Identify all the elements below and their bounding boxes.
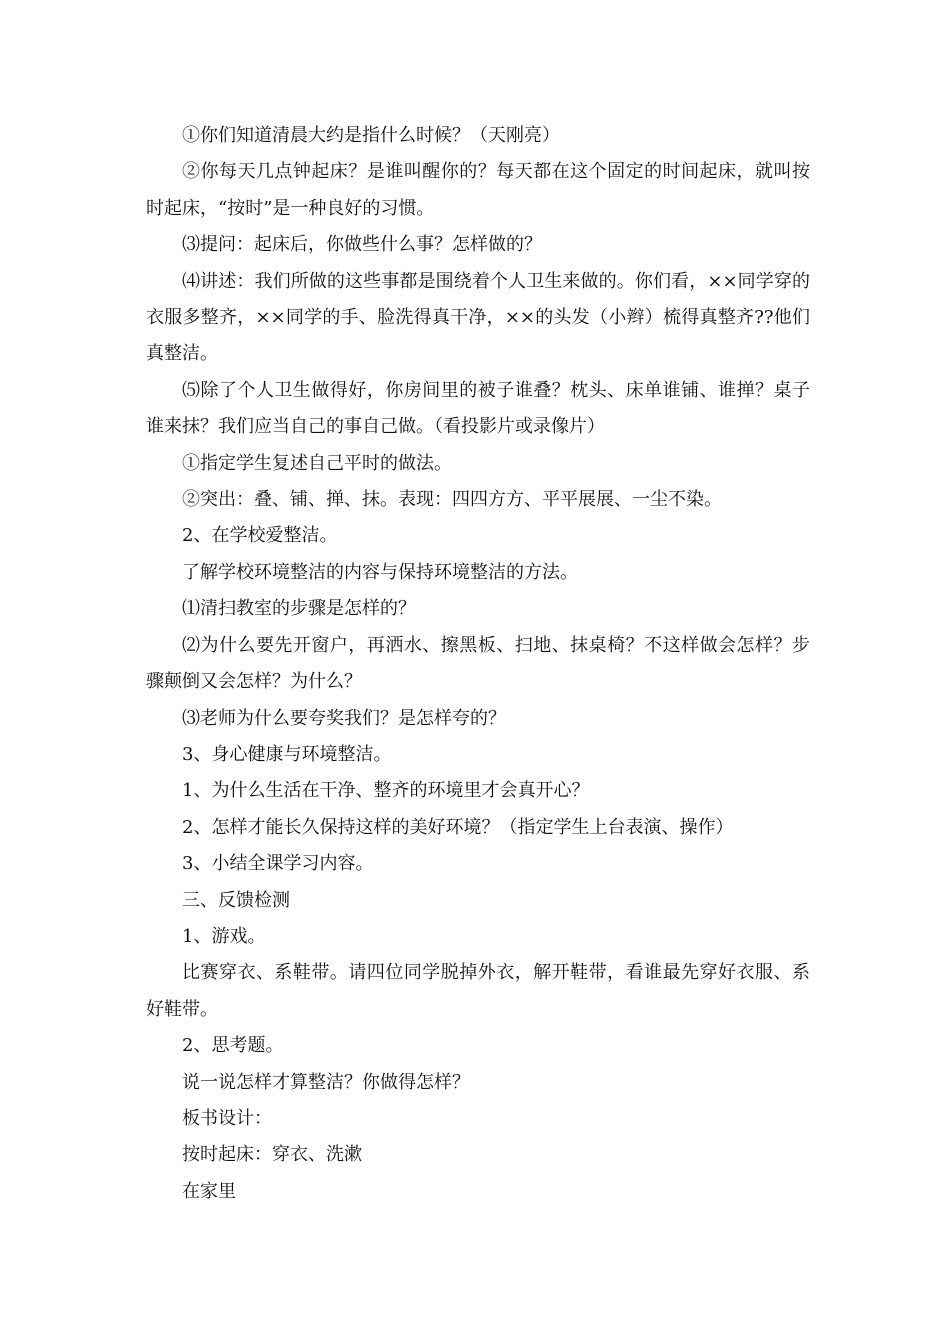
paragraph-20: 2、思考题。 — [182, 1035, 284, 1057]
paragraph-15: 2、怎样才能长久保持这样的美好环境？（指定学生上台表演、操作） — [182, 816, 734, 838]
document-body — [146, 118, 810, 1210]
paragraph-4: ⑷讲述：我们所做的这些事都是围绕着个人卫生来做的。你们看，××同学穿的衣服多整齐，××同学的手、脸洗得真干净，××的头发（小辫）梳得真整齐??他们真整洁。 — [146, 270, 810, 365]
paragraph-9: 了解学校环境整洁的内容与保持环境整洁的方法。 — [182, 561, 578, 583]
paragraph-22: 板书设计： — [182, 1107, 272, 1129]
paragraph-19: 比赛穿衣、系鞋带。请四位同学脱掉外衣，解开鞋带，看谁最先穿好衣服、系好鞋带。 — [146, 962, 810, 1020]
paragraph-7: ②突出：叠、铺、掸、抹。表现：四四方方、平平展展、一尘不染。 — [182, 489, 722, 511]
paragraph-1: ①你们知道清晨大约是指什么时候？（天刚亮） — [182, 125, 560, 146]
paragraph-23: 按时起床：穿衣、洗漱 — [182, 1144, 362, 1166]
paragraph-24: 在家里 — [182, 1180, 236, 1202]
paragraph-13: 3、身心健康与环境整洁。 — [182, 743, 392, 765]
paragraph-18: 1、游戏。 — [182, 925, 266, 947]
paragraph-11: ⑵为什么要先开窗户，再洒水、擦黑板、扫地、抹桌椅？不这样做会怎样？步骤颠倒又会怎样？为什么？ — [146, 634, 810, 693]
paragraph-8: 2、在学校爱整洁。 — [182, 525, 338, 547]
paragraph-10: ⑴清扫教室的步骤是怎样的？ — [182, 598, 416, 620]
paragraph-12: ⑶老师为什么要夸奖我们？是怎样夸的？ — [182, 707, 506, 729]
paragraph-17: 三、反馈检测 — [182, 889, 290, 911]
paragraph-16: 3、小结全课学习内容。 — [182, 853, 374, 875]
paragraph-14: 1、为什么生活在干净、整齐的环境里才会真开心？ — [182, 780, 590, 802]
paragraph-6: ①指定学生复述自己平时的做法。 — [182, 452, 452, 474]
paragraph-5: ⑸除了个人卫生做得好，你房间里的被子谁叠？枕头、床单谁铺、谁掸？桌子谁来抹？我们应当自己的事自己做。（看投影片或录像片） — [146, 379, 810, 438]
paragraph-3: ⑶提问：起床后，你做些什么事？怎样做的？ — [182, 234, 542, 256]
paragraph-2: ②你每天几点钟起床？是谁叫醒你的？每天都在这个固定的时间起床，就叫按时起床，“按时”是一种良好的习惯。 — [146, 161, 810, 219]
paragraph-21: 说一说怎样才算整洁？你做得怎样？ — [182, 1071, 470, 1093]
